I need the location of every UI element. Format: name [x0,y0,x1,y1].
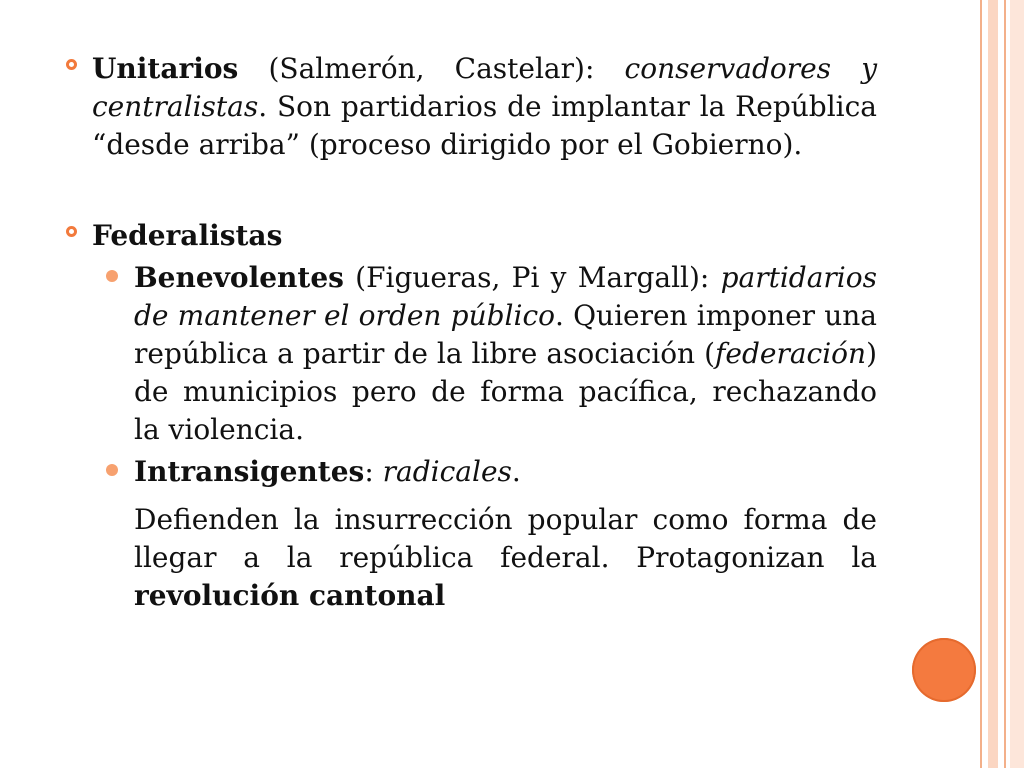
slide-content [92,50,877,615]
term-federalistas: Federalistas [92,219,283,252]
ring-bullet-icon [66,59,77,70]
term-benevolentes: Benevolentes [134,261,344,294]
names-unitarios: (Salmerón, Castelar): [238,52,625,85]
italic-intransigentes: radicales [382,455,512,488]
term-intransigentes: Intransigentes [134,455,365,488]
subbullet-benevolentes [134,259,877,449]
bullet-unitarios [92,50,877,164]
paragraph-intransigentes-desc [134,501,877,615]
decor-stripe-line-2 [1004,0,1006,768]
decor-stripe-line [980,0,982,768]
italic-benevolentes: partidarios de mantener el orden público [134,261,877,332]
ring-bullet-icon [66,226,77,237]
subbullet-text [134,453,877,491]
dot-bullet-icon [106,464,118,476]
paragraph-text [134,501,877,615]
dot-bullet-icon [106,270,118,282]
decor-stripe-band-2 [1010,0,1024,768]
bold-revolucion-cantonal: revolución cantonal [134,579,446,612]
decor-stripe-band [988,0,998,768]
desc-intransigentes: Defienden la insurrección popular como forma de llegar a la república federal. Protagonizan la [134,503,877,574]
names-benevolentes: (Figueras, Pi y Margall): [343,261,721,294]
italic-unitarios: conservadores y centralistas [92,52,878,123]
bullet-federalistas [92,217,877,255]
end-intransigentes: . [511,455,521,488]
sep-intransigentes: : [364,455,383,488]
text3-benevolentes: ) de municipios pero de forma pacífica, rechazando la violencia. [134,337,877,446]
bullet-text [92,50,877,164]
italic2-benevolentes: federación [715,337,867,370]
bullet-text [92,217,877,255]
term-unitarios: Unitarios [92,52,239,85]
decor-orange-circle [912,638,976,702]
text2-benevolentes: . Quieren imponer una república a partir de la libre asociación ( [134,299,878,370]
subbullet-intransigentes [134,453,877,491]
rest-unitarios: . Son partidarios de implantar la República “desde arriba” (proceso dirigido por el Gobierno). [92,90,877,161]
subbullet-text [134,259,877,449]
